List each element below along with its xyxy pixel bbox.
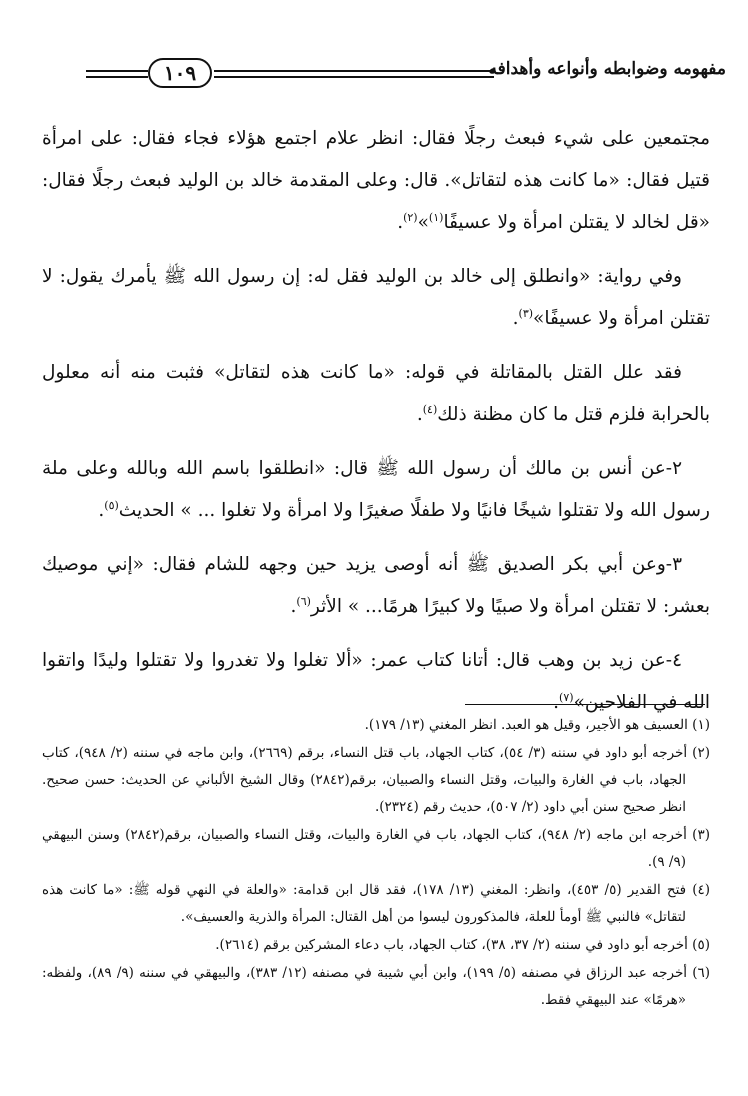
paragraph: ٢-عن أنس بن مالك أن رسول الله ﷺ قال: «انطلقوا باسم الله وبالله وعلى ملة رسول الله ولا تقتلوا شيخًا فانيًا ولا طفلًا صغيرًا ولا امرأة ولا تغلوا ... » الحديث$^{(٥)}$. xyxy=(42,458,710,521)
footnote: (١) العسيف هو الأجير، وقيل هو العبد. انظر المغني (١٣/ ١٧٩). xyxy=(364,717,710,733)
header-rule xyxy=(214,76,494,78)
footnote-ref: (٣) xyxy=(518,306,534,320)
footnote: (٣) أخرجه ابن ماجه (٢/ ٩٤٨)، كتاب الجهاد، باب في الغارة والبيات، وقتل النساء والصبيان، برقم(٢٨٤٢) وسنن البيهقي (٩/ ٩). xyxy=(42,827,710,870)
paragraph: ٣-وعن أبي بكر الصديق ﷺ أنه أوصى يزيد حين وجهه للشام فقال: «إني موصيك بعشر: لا تقتلن امرأة ولا صبيًا ولا كبيرًا هرمًا... » الأثر$^{(٦)}$. xyxy=(42,554,710,617)
paragraph: وفي رواية: «وانطلق إلى خالد بن الوليد فقل له: إن رسول الله ﷺ يأمرك يقول: لا تقتلن امرأة ولا عسيفًا»$^{(٣)}$. xyxy=(42,266,710,329)
footnote: (٢) أخرجه أبو داود في سننه (٣/ ٥٤)، كتاب الجهاد، باب قتل النساء، برقم (٢٦٦٩)، وابن ماجه في سننه (٢/ ٩٤٨)، كتاب الجهاد، باب في الغارة والبيات، وقتل النساء والصبيان، برقم(٢٨٤٢) وقال الشيخ الألباني عن الحديث: حسن صحيح. انظر صحيح سنن أبي داود (٢/ ٥٠٧)، حديث رقم (٢٣٢٤). xyxy=(42,745,710,815)
footnote-ref: (٤) xyxy=(422,402,438,416)
header-rule xyxy=(214,70,494,72)
footnote: (٤) فتح القدير (٥/ ٤٥٣)، وانظر: المغني (١٣/ ١٧٨)، فقد قال ابن قدامة: «والعلة في النهي قوله ﷺ: «ما كانت هذه لتقاتل» فالنبي ﷺ أومأ للعلة، فالمذكورون ليسوا من أهل القتال: المرأة والذرية والعسيف». xyxy=(42,882,711,925)
paragraph: مجتمعين على شيء فبعث رجلًا فقال: انظر علام اجتمع هؤلاء فجاء فقال: على امرأة قتيل فقال: «ما كانت هذه لتقاتل». قال: وعلى المقدمة خالد بن الوليد فبعث رجلًا فقال: «قل لخالد لا يقتلن امرأة ولا عسيفًا$^{(١)}$»$^{(٢)}$. xyxy=(42,128,710,233)
running-title: مفهومه وضوابطه وأنواعه وأهدافه xyxy=(488,59,726,79)
paragraph: ٤-عن زيد بن وهب قال: أتانا كتاب عمر: «ألا تغلوا ولا تغدروا ولا تقتلوا وليدًا واتقوا الله في الفلاحين»$^{(٧)}$. xyxy=(42,650,710,713)
page-number: ١٠٩ xyxy=(148,58,212,88)
footnote-ref: (٢) xyxy=(403,210,418,224)
header-rule xyxy=(86,70,148,72)
header-rule xyxy=(86,76,148,78)
footnote-separator xyxy=(465,704,705,705)
footnote: (٥) أخرجه أبو داود في سننه (٢/ ٣٧، ٣٨)، كتاب الجهاد، باب دعاء المشركين برقم (٢٦١٤). xyxy=(215,937,710,953)
footnote-ref: (٦) xyxy=(296,594,311,608)
footnotes xyxy=(42,712,710,1015)
footnote-ref: (١) xyxy=(428,210,444,224)
footnote: (٦) أخرجه عبد الرزاق في مصنفه (٥/ ١٩٩)، وابن أبي شيبة في مصنفه (١٢/ ٣٨٣)، والبيهقي في سننه (٩/ ٨٩)، ولفظه: «هرمًا» عند البيهقي فقط. xyxy=(42,965,711,1008)
main-text xyxy=(42,118,710,736)
footnote-ref: (٧) xyxy=(559,690,574,704)
page-header xyxy=(86,58,726,98)
paragraph: فقد علل القتل بالمقاتلة في قوله: «ما كانت هذه لتقاتل» فثبت منه أنه معلول بالحرابة فلزم قتل ما كان مظنة ذلك$^{(٤)}$. xyxy=(42,362,710,425)
footnote-ref: (٥) xyxy=(104,498,119,512)
